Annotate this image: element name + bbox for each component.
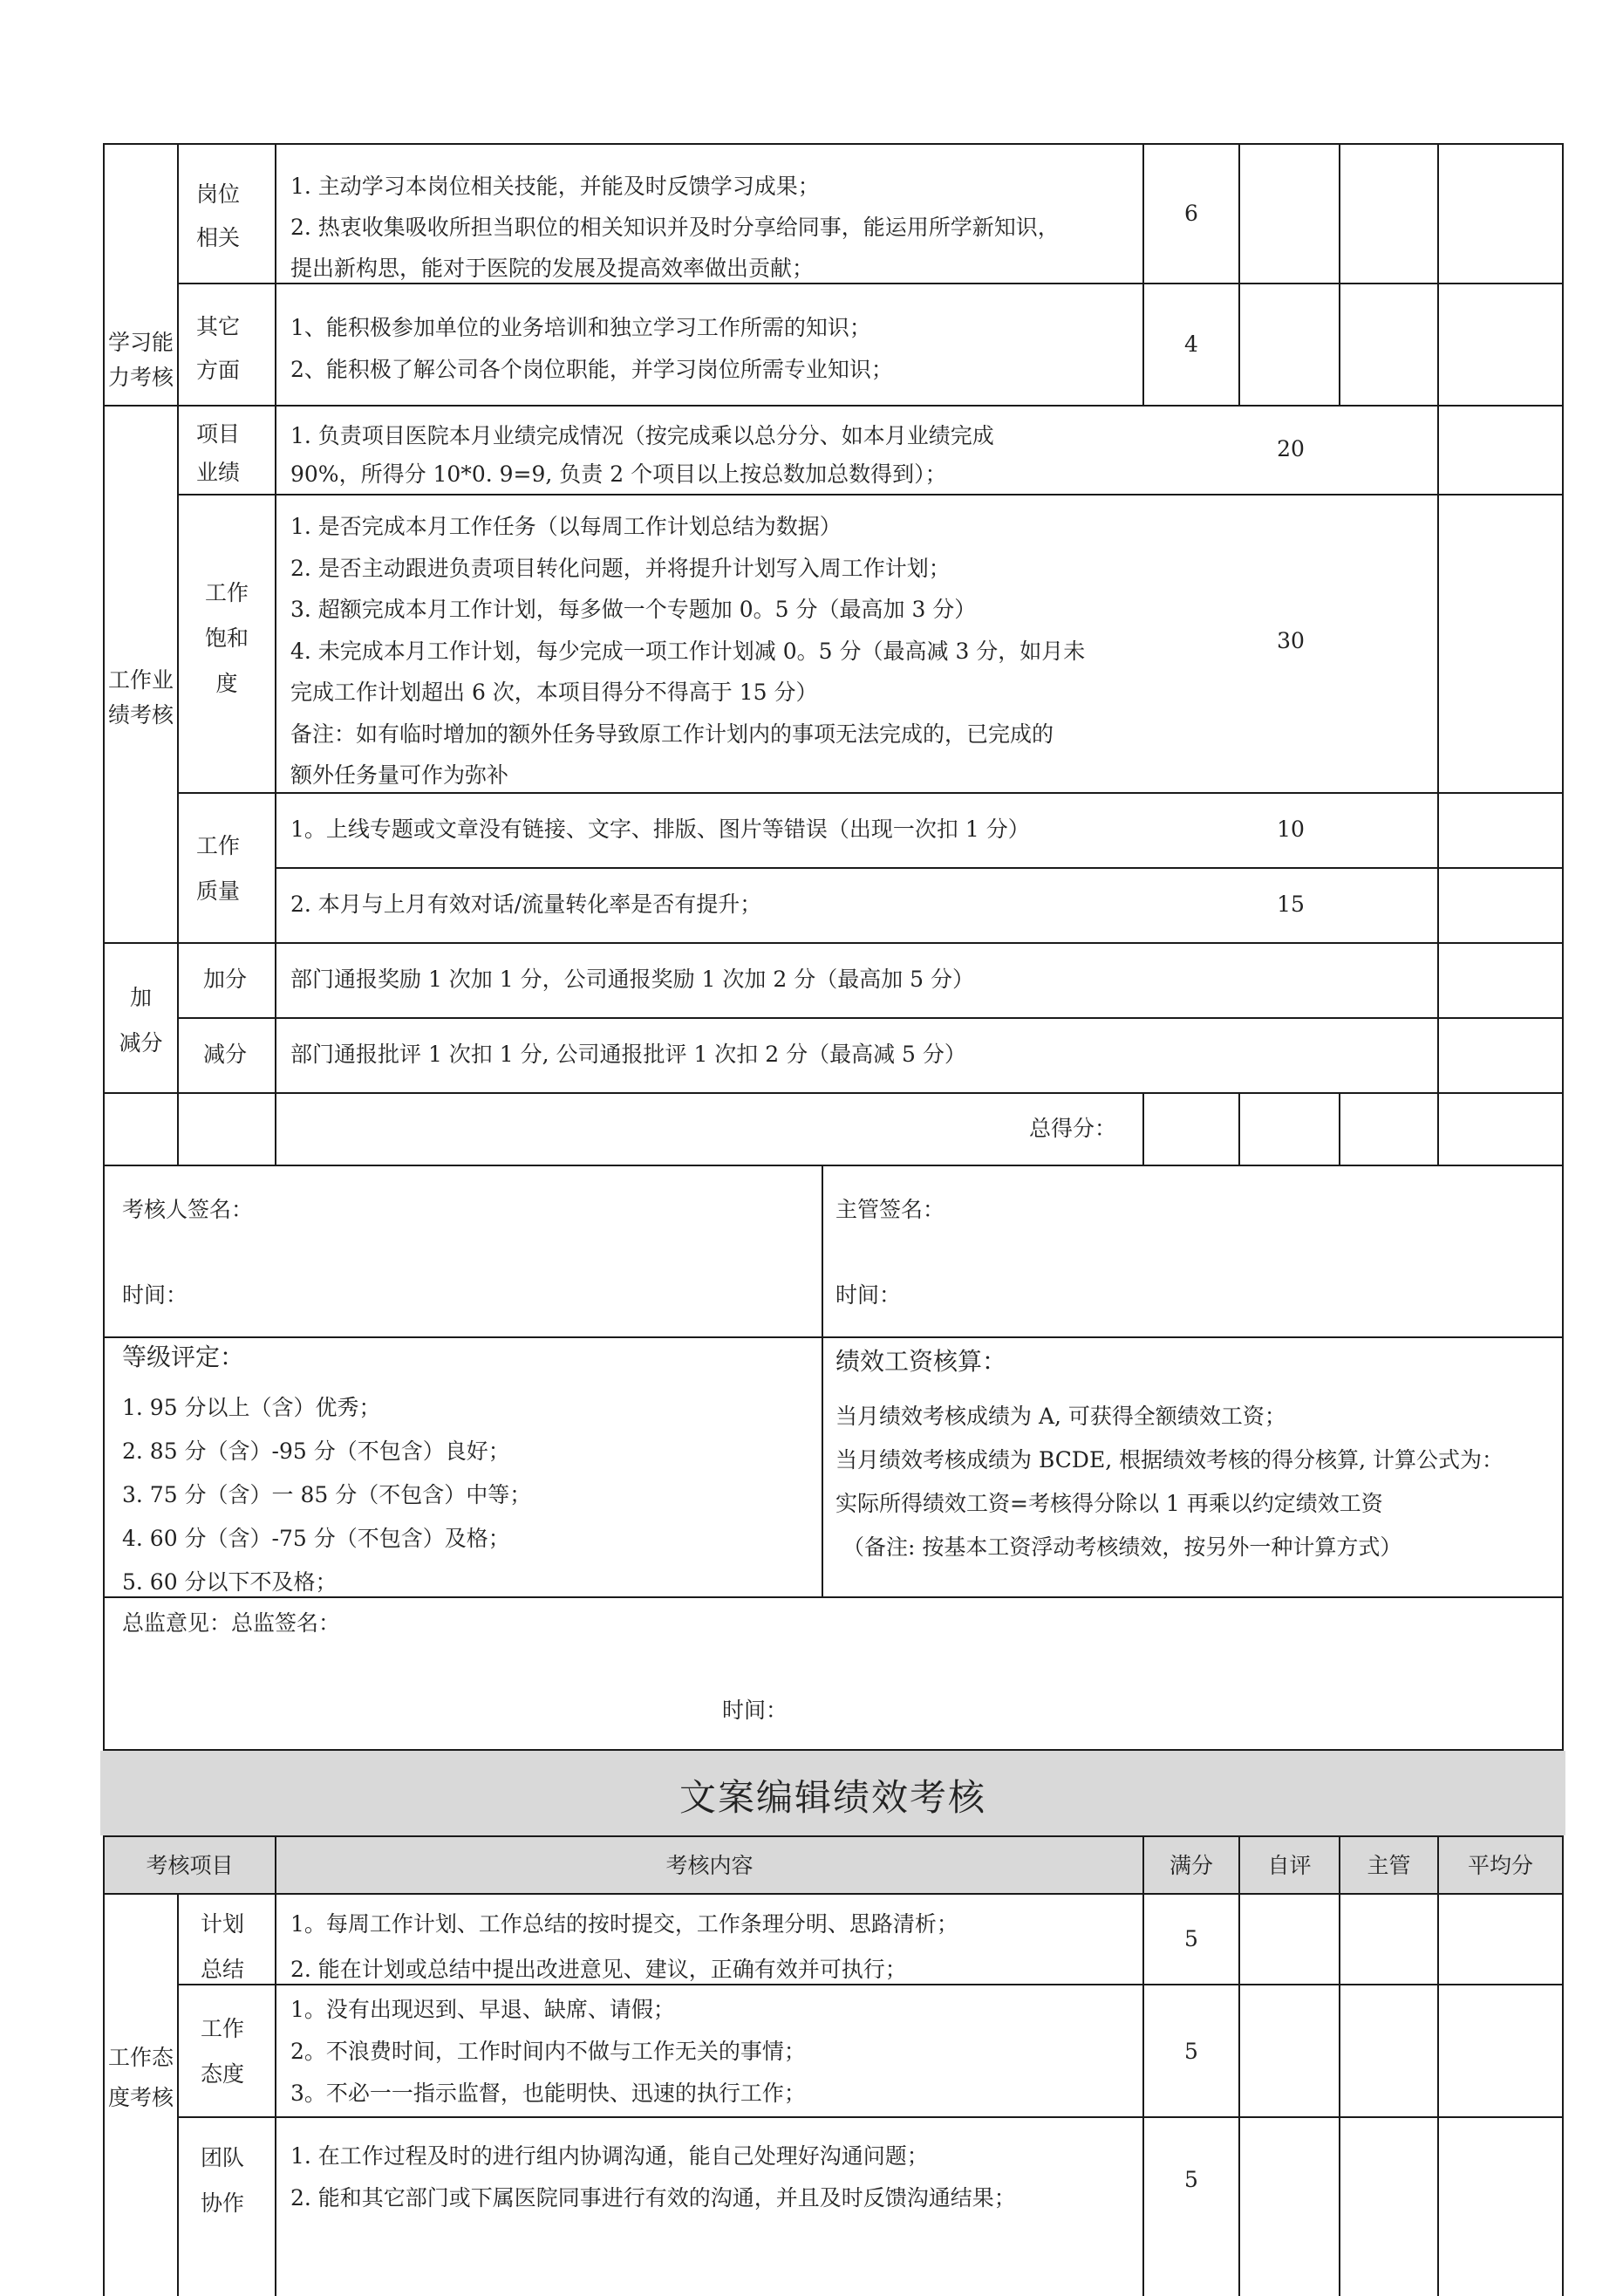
total-score-label: 总得分： <box>1029 1116 1117 1141</box>
criteria-team <box>290 2135 1016 2219</box>
category-label: 工作态 <box>107 2045 174 2070</box>
row-divider <box>103 405 1564 407</box>
column-divider <box>1339 1092 1340 1166</box>
criteria-line: 2。不浪费时间，工作时间内不做与工作无关的事情； <box>290 2039 806 2064</box>
full-score: 15 <box>1277 892 1305 917</box>
subcategory-label: 总结 <box>201 1957 245 1982</box>
category-label: 度考核 <box>107 2085 174 2110</box>
criteria-line: 1. 在工作过程及时的进行组内协调沟通，能自己处理好沟通问题； <box>290 2143 929 2169</box>
full-score: 4 <box>1184 331 1198 357</box>
subcategory-label: 协作 <box>201 2190 245 2216</box>
row-divider <box>103 1893 1564 1895</box>
criteria-other <box>290 307 893 391</box>
category-label: 绩考核 <box>107 702 174 728</box>
criteria-quality-2: 2. 本月与上月有效对话/流量转化率是否有提升； <box>290 892 762 917</box>
subcategory-label: 工作 <box>201 2016 245 2041</box>
column-divider <box>275 143 276 1166</box>
subcategory-post-related <box>196 173 240 260</box>
category-label: 减分 <box>119 1030 163 1056</box>
criteria-add: 部门通报奖励 1 次加 1 分，公司通报奖励 1 次加 2 分（最高加 5 分） <box>290 967 974 992</box>
header-supervisor: 主管 <box>1367 1853 1411 1878</box>
column-divider <box>1339 143 1340 407</box>
grade-list <box>122 1386 531 1596</box>
subcategory-add: 加分 <box>203 967 248 992</box>
subcategory-label: 计划 <box>201 1911 245 1937</box>
subcategory-label: 岗位 <box>196 181 241 207</box>
category-label: 学习能 <box>107 330 174 355</box>
category-label: 工作业 <box>107 667 174 693</box>
row-divider <box>103 1596 1564 1598</box>
criteria-project <box>290 417 994 494</box>
grade-item: 2. 85 分（含）-95 分（不包含）良好； <box>122 1438 510 1464</box>
assessor-time-label: 时间： <box>122 1282 188 1308</box>
subcategory-team <box>201 2135 244 2226</box>
header-self-eval: 自评 <box>1267 1853 1312 1878</box>
column-divider <box>1142 1092 1144 1166</box>
column-divider <box>1238 1835 1240 2296</box>
column-divider <box>1142 143 1144 407</box>
subcategory-label: 项目 <box>196 421 241 447</box>
subcategory-label: 其它 <box>196 314 241 339</box>
column-divider <box>177 1893 179 2296</box>
criteria-line: 2、能积极了解公司各个岗位职能，并学习岗位所需专业知识； <box>290 357 893 382</box>
criteria-line: 3. 超额完成本月工作计划，每多做一个专题加 0。5 分（最高加 3 分） <box>290 597 977 622</box>
table-border <box>1562 1835 1564 2296</box>
criteria-saturation <box>290 506 1085 796</box>
subcategory-label: 方面 <box>196 358 241 383</box>
criteria-line: 1. 负责项目医院本月业绩完成情况（按完成乘以总分分、如本月业绩完成 <box>290 423 994 448</box>
row-divider <box>177 494 1564 495</box>
criteria-subtract: 部门通报批评 1 次扣 1 分, 公司通报批评 1 次扣 2 分（最高减 5 分） <box>290 1042 966 1067</box>
criteria-line: 2. 能和其它部门或下属医院同事进行有效的沟通，并且及时反馈沟通结果； <box>290 2185 1016 2211</box>
column-divider <box>1437 143 1439 1166</box>
category-label: 加 <box>129 985 152 1010</box>
criteria-quality-1: 1。上线专题或文章没有链接、文字、排版、图片等错误（出现一次扣 1 分） <box>290 817 1030 842</box>
subcategory-label: 态度 <box>201 2061 245 2087</box>
subcategory-label: 工作 <box>196 833 241 858</box>
row-divider <box>177 2116 1564 2118</box>
column-divider <box>177 143 179 1166</box>
criteria-line: 90%，所得分 10*0. 9=9, 负责 2 个项目以上按总数加总数得到）； <box>290 461 947 487</box>
category-performance <box>105 663 177 733</box>
grade-item: 3. 75 分（含）一 85 分（不包含）中等； <box>122 1482 532 1507</box>
criteria-line: 备注：如有临时增加的额外任务导致原工作计划内的事项无法完成的，已完成的 <box>290 721 1054 747</box>
row-divider <box>103 1336 1564 1338</box>
criteria-line: 4. 未完成本月工作计划，每少完成一项工作计划减 0。5 分（最高减 3 分，如月未 <box>290 638 1086 664</box>
category-attitude <box>105 2038 177 2118</box>
criteria-line: 1. 是否完成本月工作任务（以每周工作计划总结为数据） <box>290 514 842 539</box>
salary-item: 当月绩效考核成绩为 BCDE, 根据绩效考核的得分核算, 计算公式为： <box>835 1447 1504 1473</box>
full-score: 10 <box>1277 817 1305 842</box>
grade-item: 4. 60 分（含）-75 分（不包含）及格； <box>122 1526 510 1551</box>
column-divider <box>275 1835 276 2296</box>
table-border <box>1562 143 1564 1751</box>
criteria-post-related <box>290 166 1060 289</box>
category-label: 力考核 <box>107 365 174 390</box>
subcategory-label: 团队 <box>201 2145 245 2170</box>
criteria-line: 提出新构思，能对于医院的发展及提高效率做出贡献； <box>290 256 815 281</box>
assessor-signature-label: 考核人签名： <box>122 1197 254 1222</box>
full-score: 20 <box>1277 436 1305 461</box>
director-time-label: 时间： <box>722 1698 788 1723</box>
full-score: 5 <box>1184 2039 1198 2064</box>
column-divider <box>1437 1835 1439 2296</box>
subcategory-label: 质量 <box>196 878 241 904</box>
full-score: 30 <box>1277 628 1305 653</box>
column-divider <box>1238 143 1240 407</box>
subcategory-subtract: 减分 <box>203 1042 248 1067</box>
subcategory-saturation <box>205 571 249 707</box>
criteria-line: 2. 是否主动跟进负责项目转化问题，并将提升计划写入周工作计划； <box>290 555 951 581</box>
row-divider <box>103 1092 1564 1094</box>
director-opinion-label: 总监意见：总监签名： <box>122 1610 341 1636</box>
grade-item: 5. 60 分以下不及格； <box>122 1569 338 1595</box>
header-average: 平均分 <box>1467 1853 1533 1878</box>
column-divider <box>1142 1835 1144 2296</box>
criteria-line: 2. 能在计划或总结中提出改进意见、建议，正确有效并可执行； <box>290 1957 907 1982</box>
subcategory-label: 饱和 <box>205 625 249 651</box>
category-bonus <box>105 975 177 1066</box>
full-score: 5 <box>1184 1926 1198 1951</box>
table-border <box>103 143 1564 145</box>
table-title: 文案编辑绩效考核 <box>679 1776 986 1819</box>
row-divider <box>103 942 1564 944</box>
subcategory-quality <box>196 823 240 914</box>
column-divider <box>1238 1092 1240 1166</box>
subcategory-label: 度 <box>215 671 238 696</box>
criteria-plan <box>290 1902 958 1992</box>
salary-title: 绩效工资核算： <box>835 1347 1007 1376</box>
subcategory-attitude <box>201 2006 244 2097</box>
category-learning <box>105 325 177 395</box>
salary-item: （备注: 按基本工资浮动考核绩效，按另外一种计算方式） <box>842 1534 1402 1560</box>
criteria-line: 完成工作计划超出 6 次，本项目得分不得高于 15 分） <box>290 680 818 705</box>
supervisor-time-label: 时间： <box>835 1282 902 1308</box>
criteria-line: 额外任务量可作为弥补 <box>290 762 509 788</box>
full-score: 5 <box>1184 2167 1198 2192</box>
full-score: 6 <box>1184 201 1198 226</box>
criteria-line: 1. 主动学习本岗位相关技能，并能及时反馈学习成果； <box>290 174 820 199</box>
header-item: 考核项目 <box>146 1853 234 1878</box>
salary-list <box>835 1395 1504 1569</box>
header-content: 考核内容 <box>665 1853 754 1878</box>
criteria-line: 1、能积极参加单位的业务培训和独立学习工作所需的知识； <box>290 315 871 340</box>
header-full-score: 满分 <box>1169 1853 1213 1878</box>
table-border <box>103 1835 1564 1837</box>
subcategory-label: 工作 <box>205 580 249 605</box>
salary-item: 实际所得绩效工资=考核得分除以 1 再乘以约定绩效工资 <box>835 1491 1383 1516</box>
subcategory-label: 业绩 <box>196 460 241 485</box>
subcategory-plan <box>201 1902 244 1992</box>
criteria-line: 3。不必一一指示监督，也能明快、迅速的执行工作； <box>290 2081 806 2106</box>
row-divider <box>103 1165 1564 1166</box>
criteria-line: 1。每周工作计划、工作总结的按时提交，工作条理分明、思路清析； <box>290 1911 958 1937</box>
criteria-line: 2. 热衷收集吸收所担当职位的相关知识并及时分享给同事，能运用所学新知识， <box>290 215 1060 240</box>
subcategory-other <box>196 305 240 393</box>
row-divider <box>275 867 1564 869</box>
subcategory-project <box>196 415 240 492</box>
salary-item: 当月绩效考核成绩为 A, 可获得全额绩效工资； <box>835 1404 1286 1429</box>
criteria-attitude <box>290 1989 806 2115</box>
column-divider <box>1339 1835 1340 2296</box>
supervisor-signature-label: 主管签名： <box>835 1197 945 1222</box>
subcategory-label: 相关 <box>196 225 241 250</box>
row-divider <box>177 1017 1564 1019</box>
column-divider <box>822 1165 823 1598</box>
grade-item: 1. 95 分以上（含）优秀； <box>122 1395 381 1420</box>
grade-title: 等级评定： <box>122 1343 245 1371</box>
criteria-line: 1。没有出现迟到、早退、缺席、请假； <box>290 1997 675 2022</box>
